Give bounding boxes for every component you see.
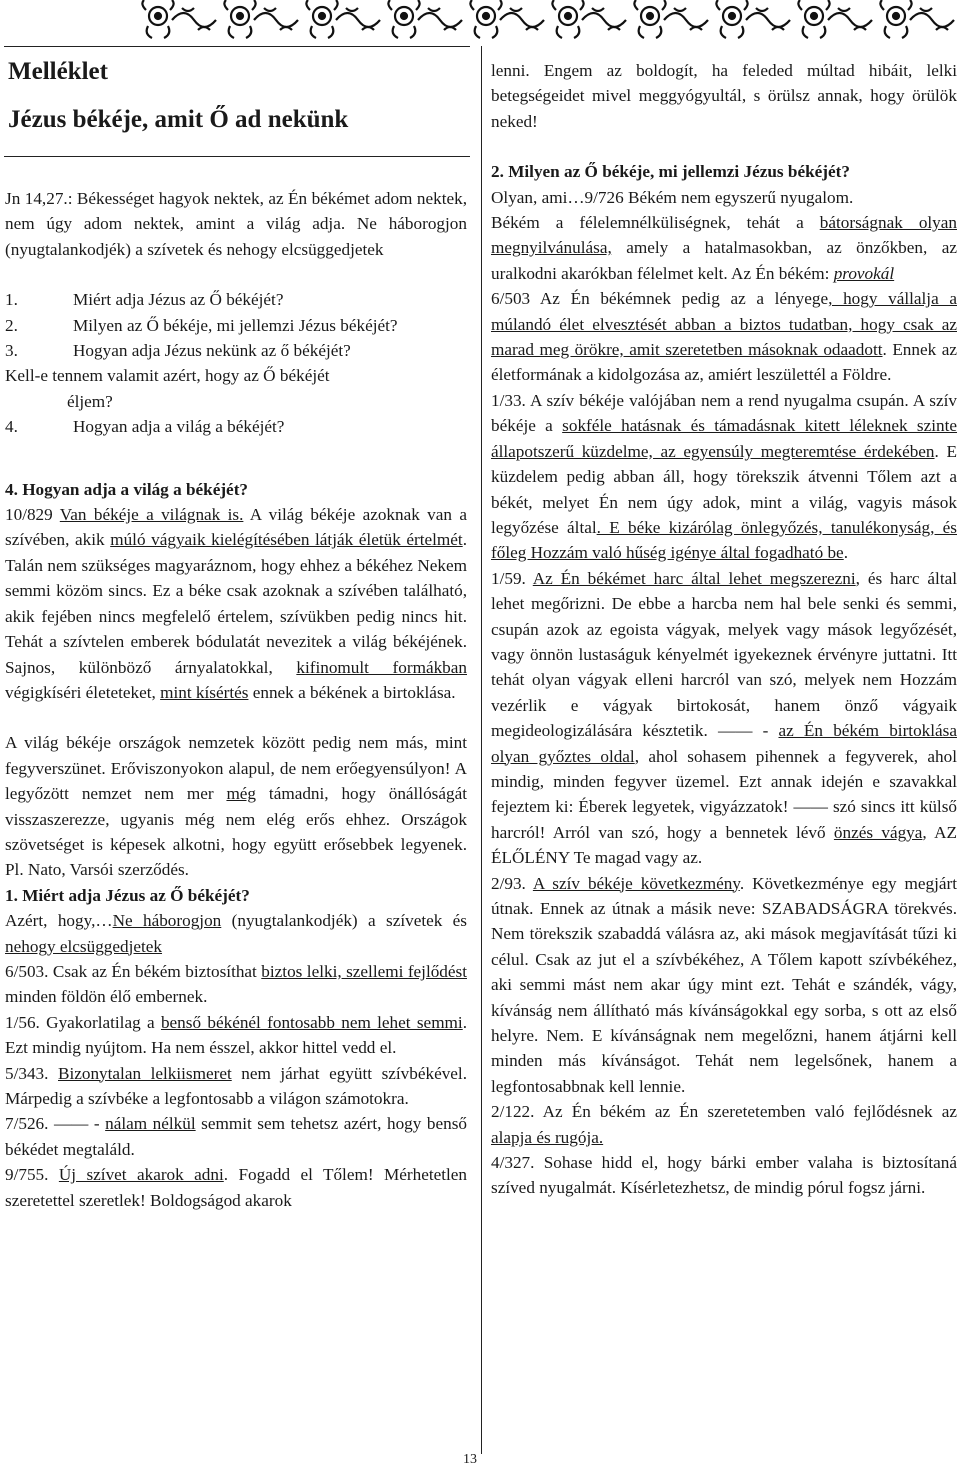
question-4: 4. Hogyan adja a világ a békéjét? (5, 417, 285, 437)
header-bottom-rule (4, 156, 470, 157)
question-3b: Kell-e tennem valamit azért, hogy az Ő békéjét (5, 366, 330, 386)
question-2: 2. Milyen az Ő békéje, mi jellemzi Jézus békéjét? (5, 315, 398, 335)
page-number: 13 (463, 1452, 477, 1467)
paragraph-6-503: 6/503. Csak az Én békém biztosíthat biztos lelki, szellemi fejlődést minden földön élő embernek. (5, 961, 467, 1007)
paragraph-1-56: 1/56. Gyakorlatilag a benső békénél fontosabb nem lehet semmi. Ezt mindig nyújtom. Ha nem ésszel, akkor hittel vedd el. (5, 1012, 468, 1058)
paragraph-9-726: Olyan, ami…9/726 Békém nem egyszerű nyugalom. (491, 187, 854, 207)
paragraph-1-33: 1/33. A szív békéje valójában nem a rend nyugalma csupán. A szív békéje a sokféle hatásnak és támadásnak kitett léleknek szinte állapotszerű küzdelme, az egyensúly megteremtése érdekében. E küzdelem pedig abban áll, hogy törekszik átvenni Tőlem azt a békét, melyet Én nem úgy adok, mint a világ, vagyis mások legyőzése által. E béke kizárólag önlegyőzés, tanulékonyság, és főleg Hozzám való hűség igénye által fogadható be. (491, 390, 958, 563)
paragraph-7-526: 7/526. —— - nálam nélkül semmit sem tehetsz azért, hogy benső békédet megtaláld. (5, 1114, 467, 1159)
intro-quote: Jn 14,27.: Békességet hagyok nektek, az Én békémet adom nektek, nem úgy adom nektek, amint a világ adja. Ne háborogjon (nyugtalankodjék) a szívetek és nehogy elcsüggedjetek (5, 189, 467, 259)
page-title: Jézus békéje, amit Ő ad nekünk (8, 106, 349, 133)
paragraph-4-327: 4/327. Sohase hidd el, hogy bárki ember valaha is biztosítaná szíved nyugalmát. Kísérletezhetsz, de mindig pórul fogsz járni. (491, 1153, 957, 1198)
paragraph-5-343: 5/343. Bizonytalan lelkiismeret nem járhat együtt szívbékével. Márpedig a szívbéke a legfontosabb a világon számotokra. (5, 1063, 467, 1108)
paragraph-fearlessness: Békém a félelemnélküliségnek, tehát a bátorságnak olyan megnyilvánulása, amely a hatalmasokban, az önzőkben, az uralkodni akarókban félelmet kelt. Az Én békém: provokál (491, 213, 957, 283)
paragraph-world-peace: A világ békéje országok nemzetek között pedig nem más, mint fegyverszünet. Erőviszonyokon alapul, de nem erőegyensúlyon! A legyőzött nemzet nem mer még támadni, hogy önállóságát visszaszerezze, ugyanis még nem elég erős ehhez. Országok szövetséget is képesek alkotni, hogy együtt erősebbek legyenek. Pl. Nato, Varsói szerződés. (5, 733, 467, 880)
paragraph-9-755: 9/755. Új szívet akarok adni. Fogadd el Tőlem! Mérhetetlen szeretettel szeretlek! Boldogságod akarok (5, 1165, 468, 1210)
section-heading-4: 4. Hogyan adja a világ a békéjét? (5, 479, 249, 499)
left-column (5, 186, 467, 1213)
column-divider (481, 46, 482, 1454)
paragraph-answer-1: Azért, hogy,…Ne háborogjon (nyugtalankodjék) a szívetek és nehogy elcsüggedjetek (5, 911, 468, 956)
question-1: 1. Miért adja Jézus az Ő békéjét? (5, 290, 284, 310)
section-heading-1: 1. Miért adja Jézus az Ő békéjét? (5, 885, 250, 905)
question-3: 3. Hogyan adja Jézus nekünk az ő békéjét? (5, 341, 351, 361)
paragraph-2-122: 2/122. Az Én békém az Én szeretetemben való fejlődésnek az alapja és rugója. (491, 1102, 957, 1147)
appendix-heading: Melléklet (8, 58, 108, 85)
floral-border-icon (138, 0, 960, 40)
section-heading-2: 2. Milyen az Ő békéje, mi jellemzi Jézus békéjét? (491, 162, 850, 182)
paragraph-continued: lenni. Engem az boldogít, ha feleded múltad hibáit, lelki betegségeidet mivel meggyógyultál, s örülsz annak, hogy örülök neked! (491, 61, 957, 131)
paragraph-2-93: 2/93. A szív békéje következmény. Következménye egy megjárt útnak. Ennek az útnak a másik neve: SZABADSÁGRA törekvés. Nem törekszik szabaddá válásra az, aki mások megjavítását tűzi ki célul. Csak az jut el a szívbékéhez, A Tőlem kapott szívbékéhez, aki semmi mást nem akar úgy mint ezt. Tehát e szándék, vágy, kívánság nem állítható más kívánságokkal egy sorba, s ott az első helyre. Nem. E kívánságnak nem megelőzni, hanem átjárni kell minden más kívánságot. Tehát nem legelsőnek, hanem a legfontosabbnak kell lennie. (491, 873, 958, 1096)
paragraph-10-829: 10/829 Van békéje a világnak is. A világ békéje azoknak van a szívében, akik múló vágyaik kielégítésében látják életük értelmét. Talán nem szükséges magyaráznom, hogy ehhez a békéhez Nekem semmi közöm sincs. Ez a béke csak azoknak a szívében található, akik fejében nincs megfelelő értelem, szívükben pedig nincs hit. Tehát a szívtelen emberek bódulatát nevezitek a világ békéjének. Sajnos, különböző árnyalatokkal, kifinomult formákban végigkíséri életeteket, mint kísértés ennek a békének a birtoklása. (5, 505, 467, 702)
paragraph-6-503-right: 6/503 Az Én békémnek pedig az a lényege, hogy vállalja a múlandó élet elvesztését abban a biztos tudatban, hogy csak az marad meg örökre, amit szeretetben másoknak odaadott. Ennek az életformának a kidolgozása az, amiért leszülettél a Földre. (491, 289, 957, 385)
header-top-rule (4, 46, 470, 47)
right-column (491, 58, 957, 1201)
paragraph-1-59: 1/59. Az Én békémet harc által lehet megszerezni, és harc által lehet megőrizni. De ebbe a harcba nem hal bele senki és semmi, csupán azok az egoista vágyak, melyek vagy mások legyőzését, vagy önnön lustaságuk kényelmét igyekeznek érvényre juttatni. Itt tehát olyan vágyak elleni harcról van szó, melyek nem Hozzám vezérlik e vágyak birtokosát, hanem önző vágyaik megideologizálására késztetik. —— - az Én békém birtoklása olyan győztes oldal, ahol sohasem pihennek a fegyverek, ahol mindig, minden fegyver üzemel. Ezt annak idején e szavakkal fejeztem ki: Éberek legyetek, vigyázzatok! —— szó sincs itt külső harcról! Arról van szó, hogy a bennetek lévő önzés vágya, AZ ÉLŐLÉNY Te magad vagy az. (491, 568, 957, 868)
question-3b-cont: éljem? (67, 391, 113, 411)
